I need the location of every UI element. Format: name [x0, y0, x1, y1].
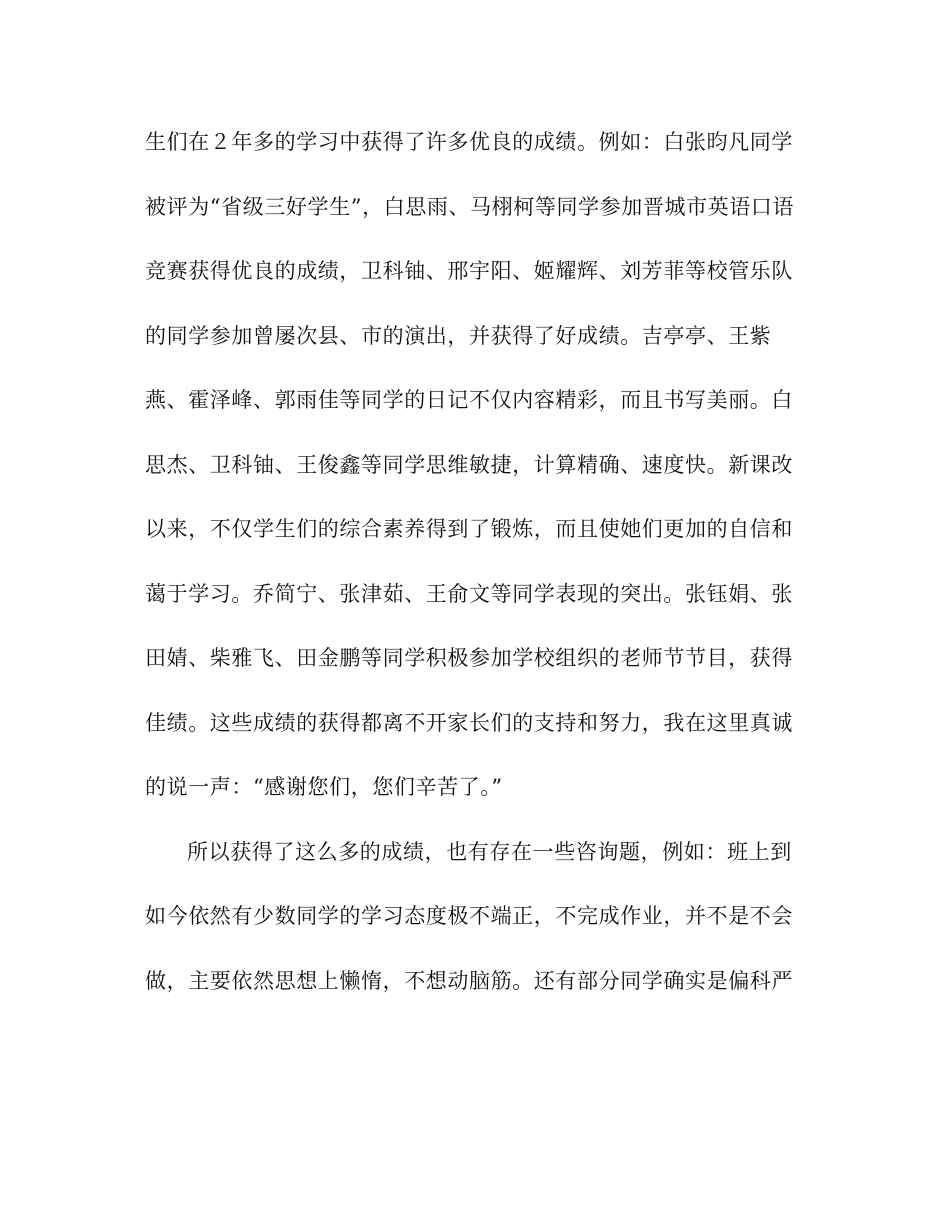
text-line: 的说一声：“感谢您们，您们辛苦了。” [145, 775, 503, 799]
body-text [145, 120, 810, 1023]
text-line: 的同学参加曾屡次县、市的演出，并获得了好成绩。吉亭亭、王紫 [145, 323, 772, 348]
text-line: 蔼于学习。乔简宁、张津茹、王俞文等同学表现的突出。张钰娟、张 [145, 581, 793, 606]
text-line: 田婧、柴雅飞、田金鹏等同学积极参加学校组织的老师节节目，获得 [145, 646, 793, 670]
text-line: 做，主要依然思想上懒惰，不想动脑筋。还有部分同学确实是偏科严 [145, 968, 793, 993]
text-line: 佳绩。这些成绩的获得都离不开家长们的支持和努力，我在这里真诚 [145, 710, 793, 735]
text-line: 以来，不仅学生们的综合素养得到了锻炼，而且使她们更加的自信和 [145, 517, 793, 541]
paragraph-start-line: 所以获得了这么多的成绩，也有存在一些咨询题，例如：班上到 [187, 839, 792, 864]
text-line: 竞赛获得优良的成绩，卫科铀、邢宇阳、姬耀辉、刘芳菲等校管乐队 [145, 259, 793, 283]
text-line: 被评为“省级三好学生”，白思雨、马栩柯等同学参加晋城市英语口语 [145, 194, 795, 219]
text-line: 思杰、卫科铀、王俊鑫等同学思维敏捷，计算精确、速度快。新课改 [145, 452, 793, 477]
text-line: 如今依然有少数同学的学习态度极不端正，不完成作业，并不是不会 [145, 904, 793, 928]
text-line: 生们在２年多的学习中获得了许多优良的成绩。例如：白张昀凡同学 [145, 130, 793, 154]
text-line: 燕、霍泽峰、郭雨佳等同学的日记不仅内容精彩，而且书写美丽。白 [145, 388, 793, 412]
